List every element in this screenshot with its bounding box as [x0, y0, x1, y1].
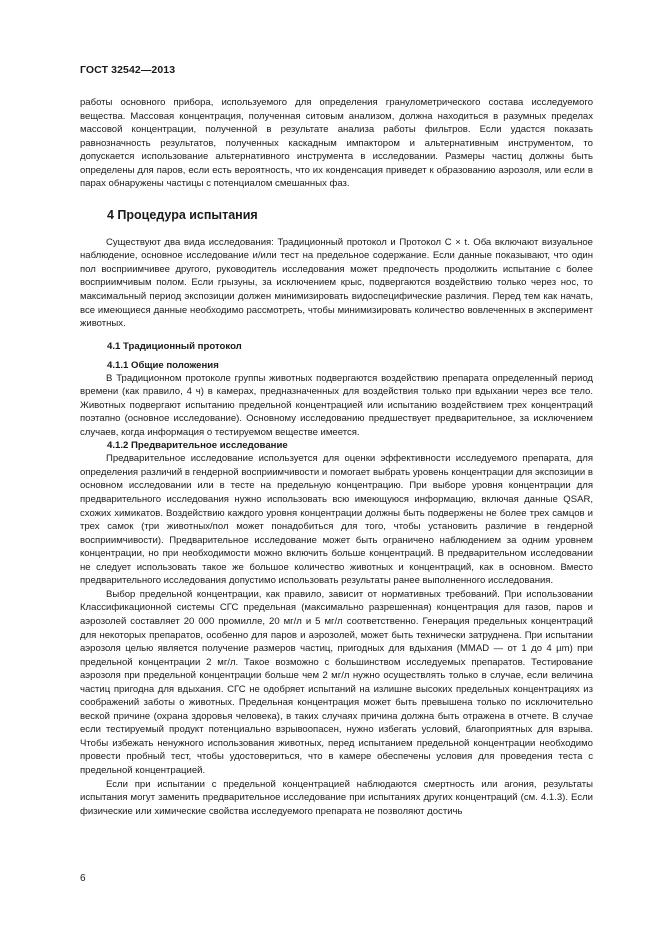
- paragraph-study-types: Существуют два вида исследования: Традиционный протокол и Протокол C × t. Оба включают визуальное наблюдение, основное исследование и/или тест на предельное содержание. Если данные показывают, что один пол восприимчивее другого, руководитель исследования может предпочесть продолжить испытание с более восприимчивым полом. Если грызуны, за исключением крыс, подвергаются воздействию только через нос, то максимальный период экспозиции должен минимизировать видоспецифические различия. Перед тем как начать, все имеющиеся данные необходимо рассмотреть, чтобы минимизировать количество вовлеченных в эксперимент животных.: [80, 236, 593, 330]
- document-header: ГОСТ 32542—2013: [80, 64, 176, 76]
- paragraph-continuation: работы основного прибора, используемого для определения гранулометрического состава исследуемого вещества. Массовая концентрация, полученная ситовым анализом, должна находиться в разумных пределах массовой концентрации, полученной в результате анализа работы фильтров. Если удастся показать равнозначность результатов, полученных каскадным импактором и альтернативным инструментом, то допускается использование альтернативного инструмента в исследовании. Размеры частиц должны быть определены для паров, если есть вероятность, что их конденсация приведет к образованию аэрозоля, или если в парах обнаружены частицы с потенциалом смешанных фаз.: [80, 97, 593, 190]
- subsection-heading-4-1: 4.1 Традиционный протокол: [107, 340, 242, 352]
- section-heading-4: 4 Процедура испытания: [107, 207, 258, 222]
- paragraph-preliminary-study: Предварительное исследование используется для оценки эффективности исследуемого препарата, для определения различий в гендерной восприимчивости и помогает выбрать уровень концентрации для экспозиции в основном исследовании или в тесте на предельную концентрацию. При выборе уровня концентрации для предварительного исследования нужно использовать всю имеющуюся информацию, включая данные QSAR, схожих химикатов. Воздействию каждого уровня концентрации должны быть подвержены не более трех самцов и трех самок (три животных/пол может понадобиться для того, чтобы установить различие в гендерной восприимчивости). Предварительное исследование может быть ограничено наблюдением за одним уровнем концентрации, но при необходимости можно включить больше концентраций. В предварительном исследовании не следует использовать такое же большое количество животных и концентраций, как в основном. Вместо предварительного исследования допустимо использовать результаты ранее выполненного исследования.: [80, 453, 593, 587]
- paragraph-limit-test-results: Если при испытании с предельной концентрацией наблюдаются смертность или агония, результаты испытания могут заменить предварительное исследование при испытаниях других концентраций (см. 4.1.3). Если физические или химические свойства исследуемого препарата не позволяют достичь: [80, 778, 593, 817]
- subsection-heading-4-1-1: 4.1.1 Общие положения: [107, 359, 219, 371]
- page-number: 6: [80, 873, 86, 884]
- subsection-heading-4-1-2: 4.1.2 Предварительное исследование: [107, 440, 288, 452]
- paragraph-limit-concentration: Выбор предельной концентрации, как правило, зависит от нормативных требований. При использовании Классификационной системы СГС предельная (максимально разрешенная) концентрация для газов, паров и аэрозолей составляет 20 000 промилле, 20 мг/л и 5 мг/л соответственно. Генерация предельных концентраций для некоторых препаратов, особенно для паров и аэрозолей, может быть технически затруднена. При испытании аэрозоля целью является получение размеров частиц, пригодных для вдыхания (MMAD — от 1 до 4 µm) при предельной концентрации 2 мг/л. Такое возможно с большинством исследуемых препаратов. Тестирование аэрозоля при предельной концентрации больше чем 2 мг/л нужно осуществлять только в случае, если величина частиц пригодна для вдыхания. СГС не одобряет испытаний на излишне высоких предельных концентрациях из соображений заботы о животных. Предельная концентрация может быть превышена только по исключительно веской причине (охрана здоровья человека), в таких случаях причина должна быть отражена в отчете. В случае если тестируемый продукт потенциально взрывоопасен, нужно избегать условий, благоприятных для взрыва. Чтобы избежать ненужного использования животных, перед испытанием предельной концентрации необходимо провести пробный тест, чтобы удостовериться, что в камере обеспечены условия для проведения теста с предельной концентрацией.: [80, 588, 593, 776]
- paragraph-general-provisions: В Традиционном протоколе группы животных подвергаются воздействию препарата определенный период времени (как правило, 4 ч) в камерах, предназначенных для воздействия только при вдыхании через все тело. Животных подвергают испытанию предельной концентрацией или испытанию воздействием трех концентраций поэтапно (основное исследование). Основному исследованию предшествует предварительное, за исключением случаев, когда информация о тестируемом веществе имеется.: [80, 372, 593, 438]
- document-body: [80, 96, 593, 818]
